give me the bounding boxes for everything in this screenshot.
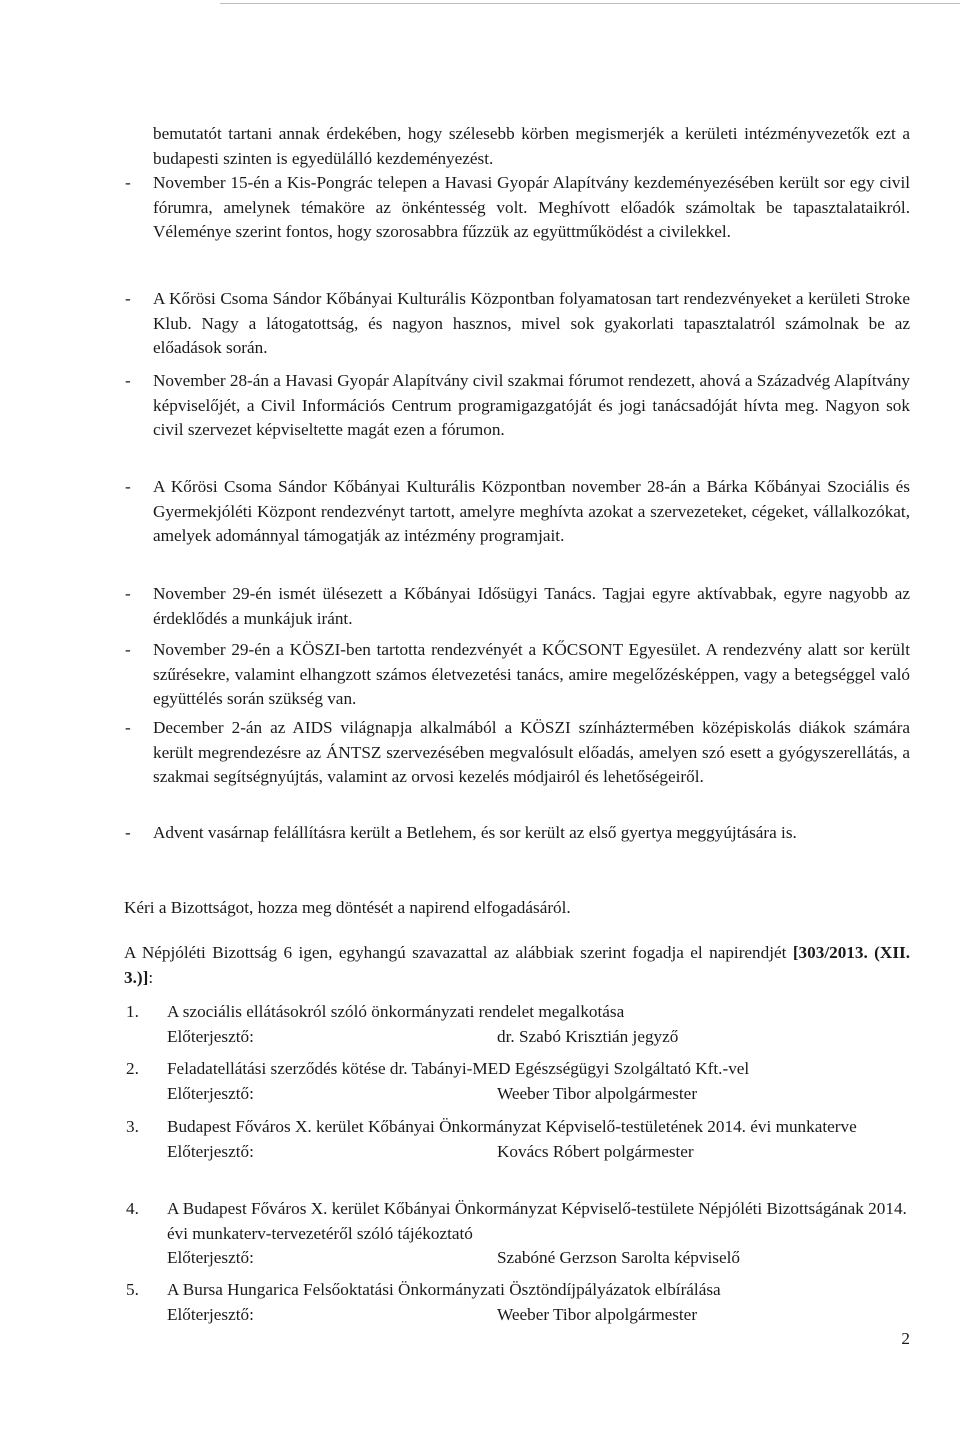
decision-reference: [303/2013. (XII. 3.)] <box>124 943 910 987</box>
agenda-presenter-row <box>167 1246 910 1271</box>
agenda-presenter-row <box>167 1303 910 1328</box>
presenter-name: dr. Szabó Krisztián jegyző <box>497 1026 679 1046</box>
agenda-item <box>126 1197 910 1271</box>
bullet-dash: - <box>125 640 131 659</box>
bullet-dash: - <box>125 371 131 390</box>
bullet-text: A Kőrösi Csoma Sándor Kőbányai Kulturális Központban folyamatosan tart rendezvényeket a kerületi Stroke Klub. Nagy a látogatottság, és nagyon hasznos, mivel sok gyakorlati tapasztalatról számolnak be az előadások során. <box>153 289 910 358</box>
agenda-number: 4. <box>126 1199 139 1218</box>
agenda-title: A szociális ellátásokról szóló önkormányzati rendelet megalkotása <box>167 1002 625 1021</box>
bullet-dash: - <box>125 584 131 603</box>
presenter-label: Előterjesztő: <box>167 1026 254 1046</box>
agenda-title: A Budapest Főváros X. kerület Kőbányai Önkormányzat Képviselő-testülete Népjóléti Bizottságának 2014. évi munkaterv-tervezetéről szóló tájékoztató <box>167 1199 907 1243</box>
agenda-number: 3. <box>126 1117 139 1136</box>
bullet-item <box>125 369 910 443</box>
bullet-text: November 15-én a Kis-Pongrác telepen a Havasi Gyopár Alapítvány kezdeményezésében került sor egy civil fórumra, amelynek témaköre az önkéntesség volt. Meghívott előadók számoltak be tapasztalataikról. Véleménye szerint fontos, hogy szorosabbra fűzzük az együttműködést a civilekkel. <box>153 173 910 242</box>
agenda-number: 5. <box>126 1280 139 1299</box>
agenda-item <box>126 1000 910 1049</box>
bullet-item <box>125 475 910 549</box>
bullet-dash: - <box>125 477 131 496</box>
agenda-number: 2. <box>126 1059 139 1078</box>
page-number: 2 <box>901 1329 910 1348</box>
bullet-dash: - <box>125 823 131 842</box>
bullet-dash: - <box>125 173 131 192</box>
presenter-name: Weeber Tibor alpolgármester <box>497 1304 698 1324</box>
bullet-text: A Kőrösi Csoma Sándor Kőbányai Kulturális Központban november 28-án a Bárka Kőbányai Szociális és Gyermekjóléti Központ rendezvényt tartott, amelyre meghívta azokat a szervezeteket, cégeket, vállalkozókat, amelyek adománnyal támogatják az intézmény programjait. <box>153 477 910 546</box>
presenter-name: Weeber Tibor alpolgármester <box>497 1083 698 1103</box>
agenda-title: Feladatellátási szerződés kötése dr. Tabányi-MED Egészségügyi Szolgáltató Kft.-vel <box>167 1059 750 1078</box>
intro-paragraph: bemutatót tartani annak érdekében, hogy szélesebb körben megismerjék a kerületi intézményvezetők ezt a budapesti szinten is egyedülálló kezdeményezést. <box>153 124 910 168</box>
presenter-label: Előterjesztő: <box>167 1248 254 1268</box>
agenda-presenter-row <box>167 1082 910 1107</box>
agenda-item <box>126 1115 910 1164</box>
bullet-text: December 2-án az AIDS világnapja alkalmából a KÖSZI színháztermében középiskolás diákok számára került megrendezésre az ÁNTSZ szervezésében megvalósult előadás, amelyen szó esett a gyógyszerellátás, a szakmai segítségnyújtás, valamint az orvosi kezelés módjairól és lehetőségeiről. <box>153 718 910 787</box>
bullet-dash: - <box>125 718 131 737</box>
agenda-item <box>126 1057 910 1106</box>
presenter-label: Előterjesztő: <box>167 1304 254 1324</box>
presenter-name: Kovács Róbert polgármester <box>497 1141 694 1161</box>
bullet-item <box>125 638 910 712</box>
decision-text: A Népjóléti Bizottság 6 igen, egyhangú szavazattal az alábbiak szerint fogadja el napirendjét <box>124 943 793 962</box>
bullet-dash: - <box>125 289 131 308</box>
bullet-item <box>125 287 910 361</box>
presenter-name: Szabóné Gerzson Sarolta képviselő <box>497 1248 740 1268</box>
bullet-item <box>125 171 910 245</box>
agenda-item <box>126 1278 910 1327</box>
bullet-text: November 28-án a Havasi Gyopár Alapítvány civil szakmai fórumot rendezett, ahová a Századvég Alapítvány képviselőjét, a Civil Információs Centrum programigazgatóját és jogi tanácsadóját hívta meg. Nagyon sok civil szervezet képviseltette magát ezen a fórumon. <box>153 371 910 440</box>
bullet-item <box>125 716 910 790</box>
bullet-text: Advent vasárnap felállításra került a Betlehem, és sor került az első gyertya meggyújtására is. <box>153 823 797 842</box>
presenter-label: Előterjesztő: <box>167 1141 254 1161</box>
bullet-item <box>125 582 910 631</box>
decision-paragraph <box>124 941 910 990</box>
agenda-presenter-row <box>167 1025 910 1050</box>
bullet-text: November 29-én ismét ülésezett a Kőbányai Idősügyi Tanács. Tagjai egyre aktívabbak, egyre nagyobb az érdeklődés a munkájuk iránt. <box>153 584 910 628</box>
bullet-item <box>125 821 910 846</box>
agenda-number: 1. <box>126 1002 139 1021</box>
agenda-presenter-row <box>167 1140 910 1165</box>
bullet-text: November 29-én a KÖSZI-ben tartotta rendezvényét a KŐCSONT Egyesület. A rendezvény alatt sor került szűrésekre, valamint elhangzott számos életvezetési tanács, amire megelőzésképpen, vagy a betegséggel való együttélés során szükség van. <box>153 640 910 709</box>
agenda-title: A Bursa Hungarica Felsőoktatási Önkormányzati Ösztöndíjpályázatok elbírálása <box>167 1280 721 1299</box>
agenda-title: Budapest Főváros X. kerület Kőbányai Önkormányzat Képviselő-testületének 2014. évi munkaterve <box>167 1117 857 1136</box>
request-paragraph: Kéri a Bizottságot, hozza meg döntését a napirend elfogadásáról. <box>124 898 571 917</box>
presenter-label: Előterjesztő: <box>167 1083 254 1103</box>
decision-colon: : <box>148 967 154 987</box>
